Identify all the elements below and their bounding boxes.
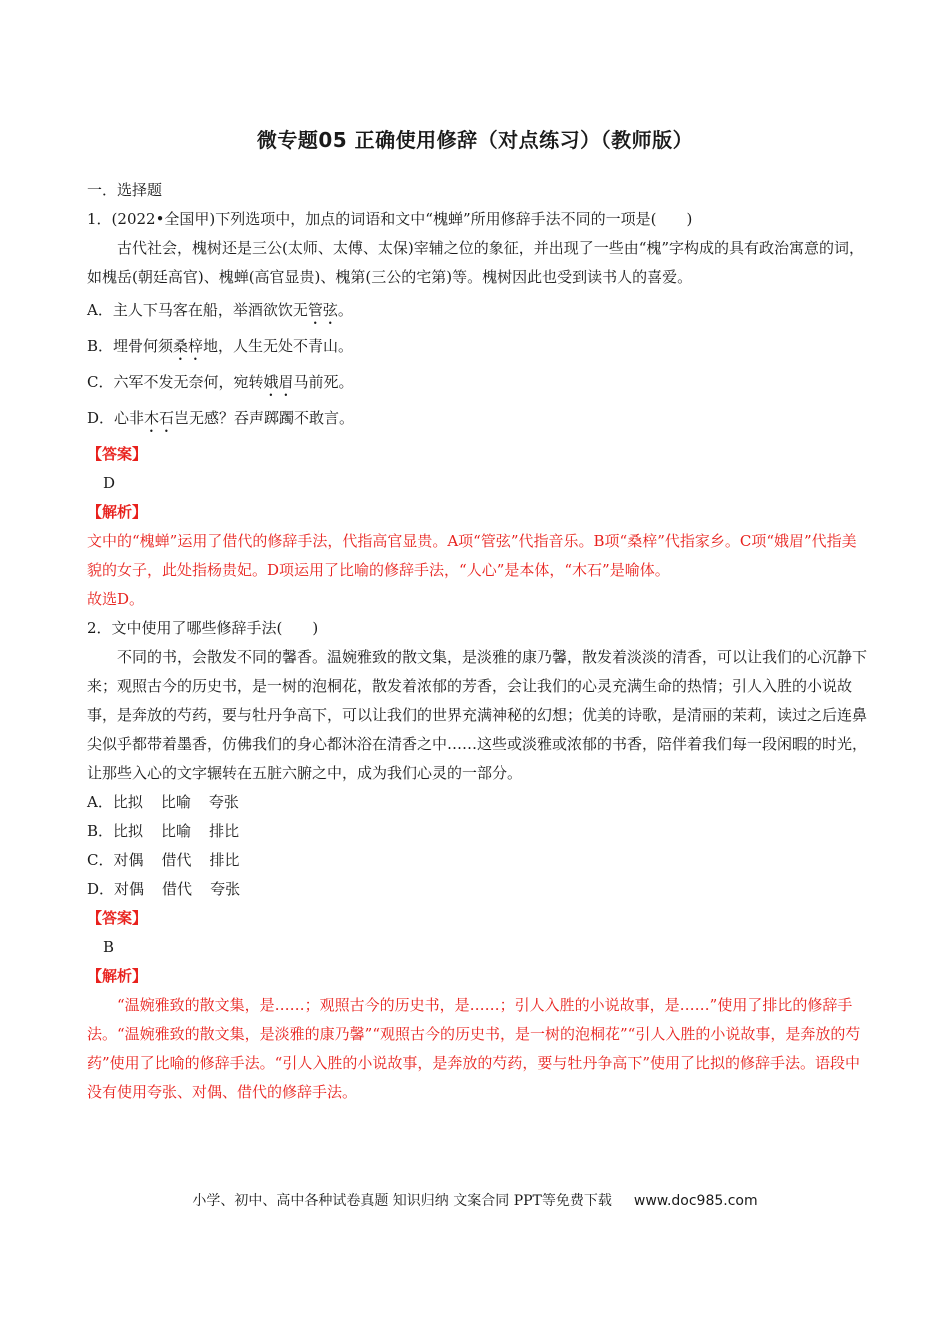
emphasized-word: 娥眉 bbox=[263, 373, 294, 391]
q2-option-c: C．对偶 借代 排比 bbox=[87, 851, 240, 869]
q2-option-a: A．比拟 比喻 夸张 bbox=[87, 793, 239, 811]
page-footer bbox=[0, 1190, 950, 1210]
q1-conclusion: 故选D。 bbox=[87, 590, 145, 608]
q2-stem: 2．文中使用了哪些修辞手法( ) bbox=[87, 619, 319, 637]
q2-analysis: “温婉雅致的散文集，是……；观照古今的历史书，是……；引人入胜的小说故事，是……”使用了排比的修辞手法。“温婉雅致的散文集，是淡雅的康乃馨”“观照古今的历史书，是一树的泡桐花”“引人入胜的小说故事，是奔放的芍药”使用了比喻的修辞手法。“引人入胜的小说故事，是奔放的芍药，要与牡丹争高下”使用了比拟的修辞手法。语段中没有使用夸张、对偶、借代的修辞手法。 bbox=[87, 996, 861, 1101]
q2-passage: 不同的书，会散发不同的馨香。温婉雅致的散文集，是淡雅的康乃馨，散发着淡淡的清香，可以让我们的心沉静下来；观照古今的历史书，是一树的泡桐花，散发着浓郁的芳香，会让我们的心灵充满生命的热情；引人入胜的小说故事，是奔放的芍药，要与牡丹争高下，可以让我们的世界充满神秘的幻想；优美的诗歌，是清丽的茉莉，读过之后连鼻尖似乎都带着墨香，仿佛我们的身心都沐浴在清香之中……这些或淡雅或浓郁的书香，陪伴着我们每一段闲暇的时光，让那些入心的文字辗转在五脏六腑之中，成为我们心灵的一部分。 bbox=[87, 648, 868, 782]
section-heading: 一．选择题 bbox=[87, 181, 163, 199]
footer-site-link[interactable]: www.doc985.com bbox=[633, 1193, 758, 1209]
q2-answer: B bbox=[103, 938, 115, 956]
q2-answer-label: 【答案】 bbox=[87, 909, 148, 927]
emphasized-word: 桑梓 bbox=[173, 337, 204, 355]
q1-option-c: C．六军不发无奈何，宛转娥眉马前死。 bbox=[87, 373, 354, 391]
q1-analysis: 文中的“槐蝉”运用了借代的修辞手法，代指高官显贵。A项“管弦”代指音乐。B项“桑梓”代指家乡。C项“娥眉”代指美貌的女子，此处指杨贵妃。D项运用了比喻的修辞手法，“人心”是本体，“木石”是喻体。 bbox=[87, 532, 857, 579]
q1-passage: 古代社会，槐树还是三公(太师、太傅、太保)宰辅之位的象征，并出现了一些由“槐”字构成的具有政治寓意的词，如槐岳(朝廷高官)、槐蝉(高官显贵)、槐第(三公的宅第)等。槐树因此也受到读书人的喜爱。 bbox=[87, 239, 865, 286]
q1-answer: D bbox=[103, 474, 116, 492]
q1-option-a: A．主人下马客在船，举酒欲饮无管弦。 bbox=[87, 301, 353, 319]
q2-analysis-label: 【解析】 bbox=[87, 967, 148, 985]
page-title: 微专题05 正确使用修辞（对点练习）（教师版） bbox=[256, 128, 694, 152]
q1-analysis-label: 【解析】 bbox=[87, 503, 148, 521]
q1-answer-label: 【答案】 bbox=[87, 445, 148, 463]
document-body bbox=[87, 176, 867, 1107]
emphasized-word: 木石 bbox=[144, 409, 175, 427]
footer-text: 小学、初中、高中各种试卷真题 知识归纳 文案合同 PPT等免费下载 bbox=[192, 1193, 612, 1209]
q1-stem: 1．(2022•全国甲)下列选项中，加点的词语和文中“槐蝉”所用修辞手法不同的一项是( ) bbox=[87, 210, 693, 228]
q1-option-d: D．心非木石岂无感？吞声踯躅不敢言。 bbox=[87, 409, 355, 427]
emphasized-word: 管弦 bbox=[307, 301, 338, 319]
q2-option-b: B．比拟 比喻 排比 bbox=[87, 822, 240, 840]
q1-option-b: B．埋骨何须桑梓地，人生无处不青山。 bbox=[87, 337, 354, 355]
q2-option-d: D．对偶 借代 夸张 bbox=[87, 880, 241, 898]
